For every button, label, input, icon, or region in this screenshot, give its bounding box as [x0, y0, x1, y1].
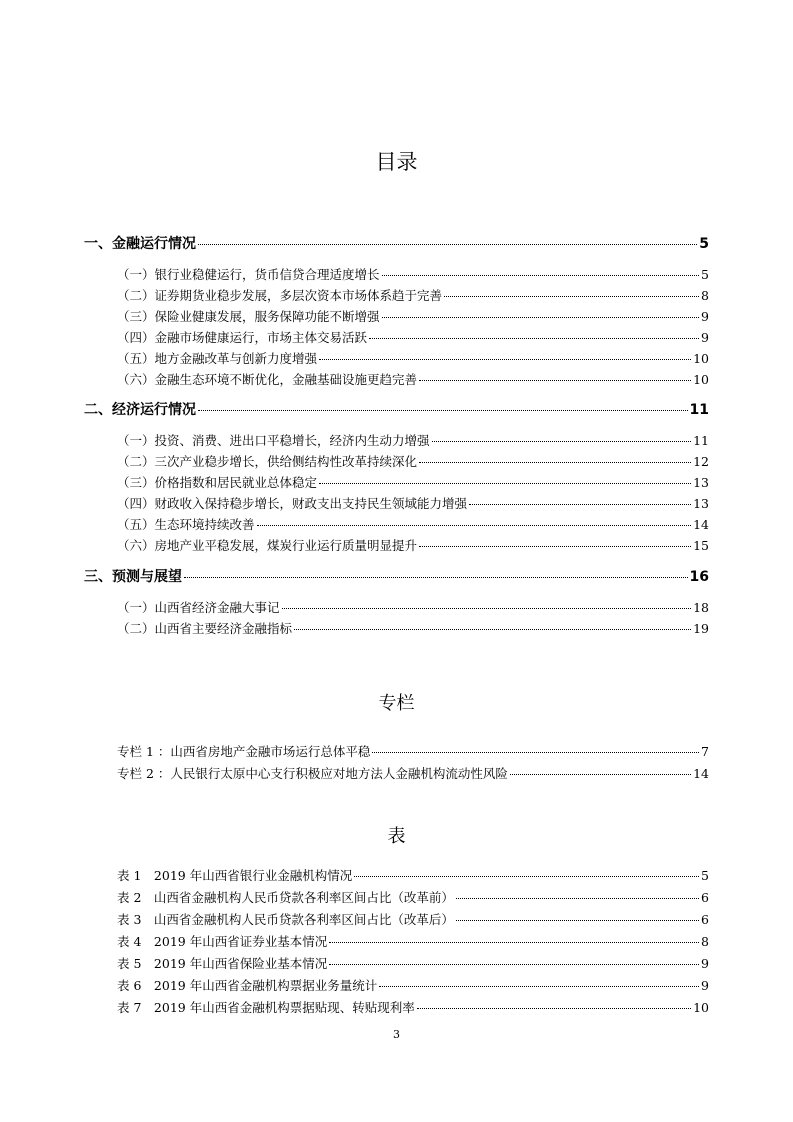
- toc-section-3[interactable]: [84, 566, 709, 586]
- dot-leader: [419, 462, 691, 463]
- toc-item-label: （一）银行业稳健运行，货币信贷合理适度增长: [117, 267, 380, 282]
- toc-page-number: 9: [701, 978, 709, 993]
- dot-leader: [417, 1008, 691, 1009]
- toc-item[interactable]: [117, 452, 709, 470]
- toc-item-label: （二）山西省主要经济金融指标: [117, 621, 293, 636]
- toc-item[interactable]: [117, 473, 709, 491]
- toc-page-number: 5: [701, 868, 709, 883]
- toc-item-label: （三）保险业健康发展，服务保障功能不断增强: [117, 309, 380, 324]
- toc-page-number: 13: [693, 475, 709, 490]
- toc-item-label: （五）地方金融改革与创新力度增强: [117, 351, 318, 366]
- dot-leader: [257, 525, 692, 526]
- toc-page-number: 13: [693, 496, 709, 511]
- toc-item[interactable]: [117, 349, 709, 367]
- table-entry[interactable]: [117, 976, 709, 994]
- toc-section-1[interactable]: [84, 233, 709, 253]
- toc-page-number: 11: [689, 402, 709, 418]
- toc-page-number: 5: [699, 236, 709, 252]
- toc-page-number: 8: [701, 934, 709, 949]
- columns-title: 专栏: [378, 693, 415, 714]
- toc-page-number: 10: [693, 372, 709, 387]
- toc-item-label: （二）三次产业稳步增长，供给侧结构性改革持续深化: [117, 454, 418, 469]
- column-label: 专栏 1 ：山西省房地产金融市场运行总体平稳: [117, 744, 371, 759]
- toc-item[interactable]: [117, 619, 709, 637]
- toc-page-number: 14: [693, 766, 709, 781]
- toc-page-number: 16: [689, 569, 709, 585]
- toc-item[interactable]: [117, 515, 709, 533]
- dot-leader: [382, 275, 700, 276]
- toc-page-number: 9: [701, 309, 709, 324]
- dot-leader: [456, 920, 699, 921]
- toc-item-label: （六）金融生态环境不断优化，金融基础设施更趋完善: [117, 372, 418, 387]
- table-label: 表 6 2019 年山西省金融机构票据业务量统计: [117, 978, 378, 993]
- toc-item-label: （一）山西省经济金融大事记: [117, 600, 280, 615]
- toc-page-number: 9: [701, 956, 709, 971]
- dot-leader: [198, 244, 697, 245]
- table-entry[interactable]: [117, 910, 709, 928]
- dot-leader: [282, 608, 692, 609]
- dot-leader: [382, 317, 700, 318]
- toc-page-number: 19: [693, 621, 709, 636]
- dot-leader: [419, 380, 691, 381]
- toc-item[interactable]: [117, 536, 709, 554]
- dot-leader: [432, 441, 692, 442]
- table-label: 表 2 山西省金融机构人民币贷款各利率区间占比（改革前）: [117, 890, 454, 905]
- column-entry[interactable]: [117, 764, 709, 782]
- tables-title: 表: [387, 826, 406, 847]
- dot-leader: [469, 504, 691, 505]
- toc-item[interactable]: [117, 328, 709, 346]
- toc-page-number: 7: [701, 744, 709, 759]
- dot-leader: [319, 483, 691, 484]
- dot-leader: [379, 986, 699, 987]
- toc-page-number: 5: [701, 267, 709, 282]
- table-entry[interactable]: [117, 888, 709, 906]
- toc-item-label: （五）生态环境持续改善: [117, 517, 255, 532]
- toc-item[interactable]: [117, 265, 709, 283]
- toc-item-label: （四）金融市场健康运行，市场主体交易活跃: [117, 330, 368, 345]
- dot-leader: [198, 410, 688, 411]
- toc-section-2[interactable]: [84, 399, 709, 419]
- table-label: 表 1 2019 年山西省银行业金融机构情况: [117, 868, 353, 883]
- dot-leader: [510, 774, 691, 775]
- toc-page-number: 14: [693, 517, 709, 532]
- dot-leader: [184, 577, 688, 578]
- table-entry[interactable]: [117, 866, 709, 884]
- toc-item[interactable]: [117, 431, 709, 449]
- dot-leader: [319, 359, 691, 360]
- table-entry[interactable]: [117, 998, 709, 1016]
- toc-item[interactable]: [117, 370, 709, 388]
- table-label: 表 3 山西省金融机构人民币贷款各利率区间占比（改革后）: [117, 912, 454, 927]
- dot-leader: [372, 752, 699, 753]
- toc-page-number: 18: [693, 600, 709, 615]
- dot-leader: [369, 338, 699, 339]
- column-entry[interactable]: [117, 742, 709, 760]
- toc-section-label: 二、经济运行情况: [84, 402, 196, 418]
- table-label: 表 4 2019 年山西省证券业基本情况: [117, 934, 328, 949]
- toc-item[interactable]: [117, 598, 709, 616]
- dot-leader: [456, 898, 699, 899]
- toc-page-number: 6: [701, 890, 709, 905]
- dot-leader: [329, 942, 699, 943]
- toc-item-label: （六）房地产业平稳发展，煤炭行业运行质量明显提升: [117, 538, 418, 553]
- toc-title: 目录: [375, 150, 418, 174]
- dot-leader: [419, 546, 691, 547]
- toc-page-number: 11: [693, 433, 709, 448]
- toc-item-label: （一）投资、消费、进出口平稳增长，经济内生动力增强: [117, 433, 430, 448]
- toc-item[interactable]: [117, 286, 709, 304]
- toc-page-number: 8: [701, 288, 709, 303]
- toc-item[interactable]: [117, 494, 709, 512]
- toc-page-number: 12: [693, 454, 709, 469]
- page-number: 3: [393, 1028, 400, 1041]
- toc-page-number: 6: [701, 912, 709, 927]
- dot-leader: [329, 964, 699, 965]
- toc-section-label: 一、金融运行情况: [84, 236, 196, 252]
- dot-leader: [444, 296, 699, 297]
- dot-leader: [294, 629, 691, 630]
- toc-item-label: （三）价格指数和居民就业总体稳定: [117, 475, 318, 490]
- toc-page-number: 10: [693, 351, 709, 366]
- toc-item[interactable]: [117, 307, 709, 325]
- toc-page-number: 10: [693, 1000, 709, 1015]
- dot-leader: [354, 876, 699, 877]
- table-entry[interactable]: [117, 932, 709, 950]
- toc-page-number: 15: [693, 538, 709, 553]
- table-label: 表 5 2019 年山西省保险业基本情况: [117, 956, 328, 971]
- toc-item-label: （四）财政收入保持稳步增长，财政支出支持民生领域能力增强: [117, 496, 468, 511]
- column-label: 专栏 2 ：人民银行太原中心支行积极应对地方法人金融机构流动性风险: [117, 766, 508, 781]
- table-label: 表 7 2019 年山西省金融机构票据贴现、转贴现利率: [117, 1000, 415, 1015]
- table-entry[interactable]: [117, 954, 709, 972]
- toc-section-label: 三、预测与展望: [84, 569, 182, 585]
- toc-item-label: （二）证券期货业稳步发展，多层次资本市场体系趋于完善: [117, 288, 443, 303]
- toc-page-number: 9: [701, 330, 709, 345]
